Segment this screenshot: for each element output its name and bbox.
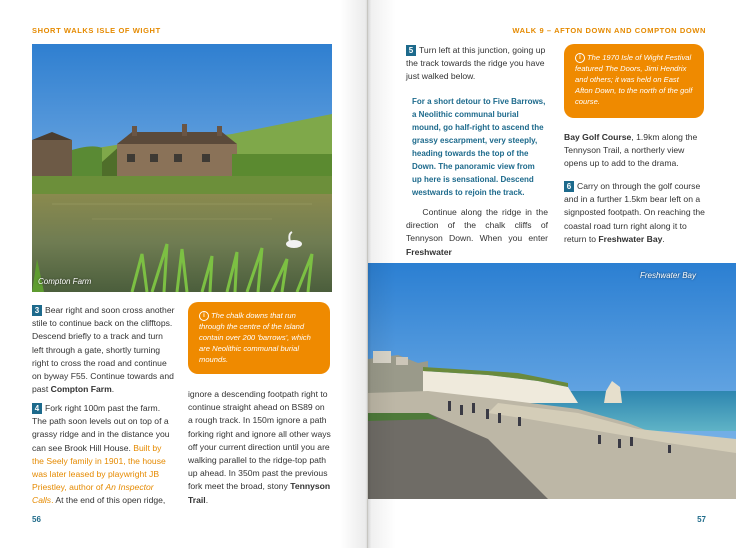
step-6-number: 6 (564, 181, 574, 192)
running-head-right: WALK 9 – AFTON DOWN AND COMPTON DOWN (512, 26, 706, 35)
right-page (368, 0, 736, 548)
freshwater-bay-photo (368, 263, 736, 499)
continue-bold-freshwater: Freshwater (406, 246, 452, 257)
step-6-text: Carry on through the golf course and in a further 1.5km bear left on a signposted footpath. On reaching the coastal road turn right along it to return to (564, 181, 705, 244)
callout-festival (564, 44, 704, 118)
right-col2-text: , 1.9km along the Tennyson Trail, a northerly view opens up to add to the drama. (564, 132, 698, 169)
left-column-2-paragraph (188, 388, 331, 507)
left-col2-bold-tennyson-trail: Tennyson Trail (188, 481, 331, 505)
left-col2-end: . (205, 494, 209, 505)
step-3-paragraph (32, 304, 175, 396)
continue-text: Continue along the ridge in the direction of the chalk cliffs of Tennyson Down. When you enter (406, 207, 548, 244)
step-5-number: 5 (406, 45, 416, 56)
compton-farm-image (32, 44, 332, 292)
right-col2-bold-golf-course: Bay Golf Course (564, 132, 632, 142)
callout-chalk-downs (188, 302, 330, 374)
step-3-bold-compton-farm: Compton Farm (50, 384, 112, 395)
photo-caption-compton-farm: Compton Farm (38, 277, 92, 286)
step-4-orange-end: . (51, 495, 54, 506)
step-6-paragraph (564, 180, 706, 246)
step-4-text: Fork right 100m past the farm. The path soon levels out on top of a grassy ridge and in the distance you can see Brook Hill House. (32, 403, 170, 453)
left-col2-text: ignore a descending footpath right to continue straight ahead on BS89 on a rough track. In 150m ignore a path forking right and ignore all other ways off your current direction until you are walking parallel to the ridge-top path up ahead. In 350m past the previous fork meet the broad, stony (188, 389, 331, 492)
callout-festival-text: The 1970 Isle of Wight Festival featured The Doors, Jimi Hendrix and others; it was held on East Afton Down, to the north of the golf course. (575, 53, 693, 106)
info-icon: i (575, 53, 585, 63)
page-number-right: 57 (697, 515, 706, 524)
photo-caption-freshwater-bay: Freshwater Bay (639, 271, 696, 280)
step-4-orange-italic-title: An Inspector Calls (32, 482, 154, 506)
step-3-end: . (111, 384, 115, 395)
step-4-number: 4 (32, 403, 42, 414)
step-5-paragraph (406, 44, 548, 84)
step-4-paragraph (32, 402, 175, 508)
step-6-bold-freshwater-bay: Freshwater Bay (598, 233, 663, 244)
left-page (0, 0, 367, 548)
info-icon: i (199, 311, 209, 321)
continue-paragraph (406, 206, 548, 259)
step-4-after: At the end of this open ridge, (55, 495, 166, 506)
step-6-end: . (662, 233, 665, 244)
right-column-2-paragraph (564, 131, 706, 171)
step-3-number: 3 (32, 305, 42, 316)
freshwater-bay-image (368, 263, 736, 499)
page-number-left: 56 (32, 515, 41, 524)
callout-chalk-downs-text: The chalk downs that run through the centre of the Island contain over 200 'barrows', which are Neolithic communal burial mounds. (199, 311, 311, 364)
compton-farm-photo (32, 44, 332, 292)
running-head-left: SHORT WALKS ISLE OF WIGHT (32, 26, 161, 35)
step-5-text: Turn left at this junction, going up the track towards the ridge you have just walked below. (406, 45, 546, 82)
detour-five-barrows: For a short detour to Five Barrows, a Neolithic communal burial mound, go half-right to ascend the grassy escarpment, very steeply, heading towards the top of the Down. The panoramic view from up here is sensational. Descend westwards to rejoin the track. (412, 97, 546, 197)
step-4-orange-aside: Built by the Seely family in 1901, the house was later leased by playwright JB Priestley, author of (32, 442, 166, 493)
step-3-text: Bear right and soon cross another stile to continue back on the clifftops. Descend briefly to a track and turn left through a gate, shortly turning right to cross the road and continue on byway F55. Continue towards and past (32, 305, 175, 395)
